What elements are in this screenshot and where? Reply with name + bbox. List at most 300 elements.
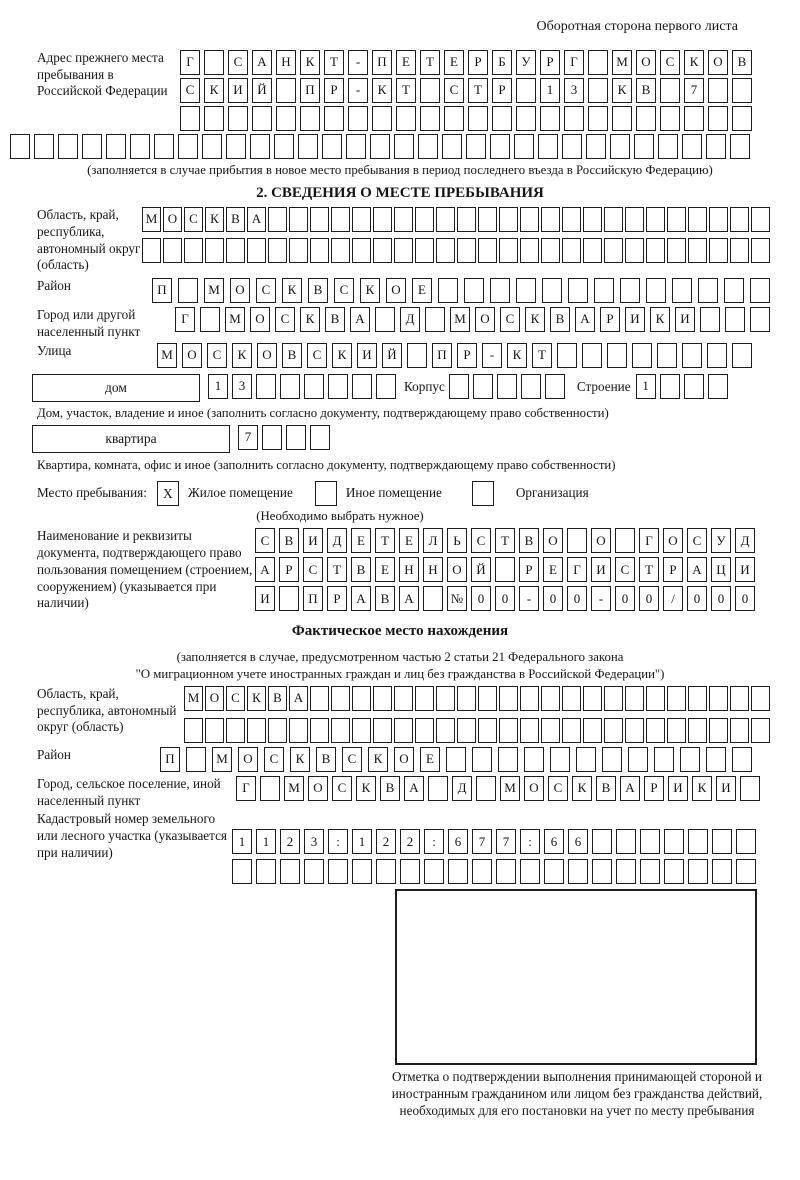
char-cell[interactable] (541, 686, 560, 711)
char-cell[interactable]: О (663, 528, 683, 553)
char-cell[interactable] (602, 747, 622, 772)
char-cell[interactable]: Т (396, 78, 416, 103)
char-cell[interactable]: Г (175, 307, 195, 332)
char-cell[interactable] (180, 106, 200, 131)
char-cell[interactable]: К (684, 50, 704, 75)
char-cell[interactable] (252, 106, 272, 131)
char-cell[interactable]: О (447, 557, 467, 582)
char-cell[interactable]: Е (543, 557, 563, 582)
char-cell[interactable]: И (255, 586, 275, 611)
char-cell[interactable]: 7 (496, 829, 516, 854)
char-cell[interactable] (310, 207, 329, 232)
char-cell[interactable]: В (519, 528, 539, 553)
char-cell[interactable]: С (275, 307, 295, 332)
char-cell[interactable] (700, 307, 720, 332)
char-cell[interactable]: М (612, 50, 632, 75)
char-cell[interactable]: С (548, 776, 568, 801)
char-cell[interactable]: 0 (495, 586, 515, 611)
char-cell[interactable] (709, 238, 728, 263)
char-cell[interactable] (646, 278, 666, 303)
char-cell[interactable] (376, 374, 396, 399)
char-cell[interactable] (328, 859, 348, 884)
char-cell[interactable]: 1 (636, 374, 656, 399)
char-cell[interactable]: П (432, 343, 452, 368)
char-cell[interactable]: И (675, 307, 695, 332)
char-cell[interactable] (415, 718, 434, 743)
char-cell[interactable]: В (268, 686, 287, 711)
char-cell[interactable] (730, 238, 749, 263)
char-cell[interactable]: К (356, 776, 376, 801)
char-cell[interactable] (588, 50, 608, 75)
char-cell[interactable]: 0 (615, 586, 635, 611)
char-cell[interactable]: / (663, 586, 683, 611)
char-cell[interactable]: О (257, 343, 277, 368)
char-cell[interactable]: Д (400, 307, 420, 332)
char-cell[interactable] (646, 686, 665, 711)
char-cell[interactable]: И (716, 776, 736, 801)
char-cell[interactable] (516, 78, 536, 103)
char-cell[interactable] (688, 238, 707, 263)
char-cell[interactable] (751, 207, 770, 232)
char-cell[interactable] (732, 747, 752, 772)
char-cell[interactable] (373, 686, 392, 711)
char-cell[interactable] (446, 747, 466, 772)
char-cell[interactable] (538, 134, 558, 159)
char-cell[interactable]: С (184, 207, 203, 232)
char-cell[interactable]: В (380, 776, 400, 801)
char-cell[interactable]: Г (180, 50, 200, 75)
char-cell[interactable] (490, 278, 510, 303)
char-cell[interactable]: М (184, 686, 203, 711)
char-cell[interactable] (615, 528, 635, 553)
char-cell[interactable] (247, 718, 266, 743)
char-cell[interactable] (664, 829, 684, 854)
char-cell[interactable]: Р (327, 586, 347, 611)
char-cell[interactable]: Л (423, 528, 443, 553)
char-cell[interactable] (436, 686, 455, 711)
char-cell[interactable]: Р (644, 776, 664, 801)
char-cell[interactable] (498, 747, 518, 772)
char-cell[interactable]: С (264, 747, 284, 772)
char-cell[interactable]: О (182, 343, 202, 368)
char-cell[interactable]: В (351, 557, 371, 582)
char-cell[interactable] (328, 374, 348, 399)
char-cell[interactable]: С (660, 50, 680, 75)
char-cell[interactable] (394, 207, 413, 232)
char-cell[interactable] (592, 829, 612, 854)
char-cell[interactable] (541, 238, 560, 263)
char-cell[interactable]: Й (252, 78, 272, 103)
char-cell[interactable] (425, 307, 445, 332)
char-cell[interactable]: А (350, 307, 370, 332)
char-cell[interactable]: С (228, 50, 248, 75)
char-cell[interactable]: О (543, 528, 563, 553)
char-cell[interactable] (709, 207, 728, 232)
char-cell[interactable] (684, 106, 704, 131)
char-cell[interactable] (610, 134, 630, 159)
char-cell[interactable] (250, 134, 270, 159)
char-cell[interactable]: К (247, 686, 266, 711)
char-cell[interactable] (310, 425, 330, 450)
char-cell[interactable] (499, 686, 518, 711)
char-cell[interactable] (730, 718, 749, 743)
char-cell[interactable] (562, 207, 581, 232)
char-cell[interactable] (541, 718, 560, 743)
char-cell[interactable] (352, 718, 371, 743)
char-cell[interactable] (732, 343, 752, 368)
char-cell[interactable] (634, 134, 654, 159)
char-cell[interactable]: А (247, 207, 266, 232)
char-cell[interactable]: 1 (232, 829, 252, 854)
char-cell[interactable]: 3 (564, 78, 584, 103)
char-cell[interactable] (226, 238, 245, 263)
char-cell[interactable] (280, 859, 300, 884)
checkbox-zhiloe[interactable]: X (157, 481, 179, 506)
char-cell[interactable] (415, 686, 434, 711)
checkbox-organizatsiya[interactable] (472, 481, 494, 506)
char-cell[interactable] (750, 278, 770, 303)
char-cell[interactable]: Ь (447, 528, 467, 553)
char-cell[interactable] (557, 343, 577, 368)
char-cell[interactable]: - (482, 343, 502, 368)
char-cell[interactable]: В (596, 776, 616, 801)
char-cell[interactable]: К (232, 343, 252, 368)
char-cell[interactable] (276, 106, 296, 131)
char-cell[interactable] (274, 134, 294, 159)
char-cell[interactable] (204, 50, 224, 75)
char-cell[interactable]: К (650, 307, 670, 332)
char-cell[interactable]: 2 (280, 829, 300, 854)
char-cell[interactable]: О (708, 50, 728, 75)
char-cell[interactable] (724, 278, 744, 303)
char-cell[interactable] (497, 374, 517, 399)
char-cell[interactable] (394, 134, 414, 159)
char-cell[interactable] (667, 686, 686, 711)
char-cell[interactable]: Т (495, 528, 515, 553)
char-cell[interactable] (520, 686, 539, 711)
char-cell[interactable]: М (142, 207, 161, 232)
char-cell[interactable]: И (591, 557, 611, 582)
char-cell[interactable] (478, 207, 497, 232)
char-cell[interactable] (588, 78, 608, 103)
char-cell[interactable] (268, 718, 287, 743)
char-cell[interactable]: Е (375, 557, 395, 582)
char-cell[interactable]: О (524, 776, 544, 801)
char-cell[interactable] (667, 238, 686, 263)
char-cell[interactable]: И (625, 307, 645, 332)
char-cell[interactable] (370, 134, 390, 159)
char-cell[interactable] (289, 207, 308, 232)
char-cell[interactable] (562, 134, 582, 159)
char-cell[interactable]: 1 (540, 78, 560, 103)
char-cell[interactable] (658, 134, 678, 159)
char-cell[interactable]: П (152, 278, 172, 303)
char-cell[interactable] (545, 374, 565, 399)
char-cell[interactable]: В (226, 207, 245, 232)
char-cell[interactable]: - (591, 586, 611, 611)
char-cell[interactable]: В (732, 50, 752, 75)
char-cell[interactable] (628, 747, 648, 772)
char-cell[interactable] (640, 829, 660, 854)
char-cell[interactable] (712, 829, 732, 854)
char-cell[interactable]: 6 (544, 829, 564, 854)
char-cell[interactable]: Р (663, 557, 683, 582)
char-cell[interactable] (524, 747, 544, 772)
char-cell[interactable] (184, 718, 203, 743)
char-cell[interactable] (200, 307, 220, 332)
char-cell[interactable]: О (636, 50, 656, 75)
char-cell[interactable] (542, 278, 562, 303)
char-cell[interactable] (564, 106, 584, 131)
char-cell[interactable] (423, 586, 443, 611)
char-cell[interactable] (751, 238, 770, 263)
char-cell[interactable] (646, 718, 665, 743)
char-cell[interactable] (204, 106, 224, 131)
char-cell[interactable]: С (226, 686, 245, 711)
char-cell[interactable]: : (328, 829, 348, 854)
char-cell[interactable] (712, 859, 732, 884)
char-cell[interactable] (604, 718, 623, 743)
char-cell[interactable] (688, 859, 708, 884)
char-cell[interactable] (466, 134, 486, 159)
char-cell[interactable] (708, 78, 728, 103)
char-cell[interactable] (478, 238, 497, 263)
char-cell[interactable] (660, 78, 680, 103)
char-cell[interactable] (348, 106, 368, 131)
char-cell[interactable] (438, 278, 458, 303)
char-cell[interactable]: А (255, 557, 275, 582)
char-cell[interactable] (688, 829, 708, 854)
char-cell[interactable]: К (290, 747, 310, 772)
char-cell[interactable]: 0 (735, 586, 755, 611)
char-cell[interactable]: В (636, 78, 656, 103)
char-cell[interactable] (304, 374, 324, 399)
char-cell[interactable] (444, 106, 464, 131)
char-cell[interactable] (708, 374, 728, 399)
char-cell[interactable] (310, 238, 329, 263)
char-cell[interactable]: Й (382, 343, 402, 368)
char-cell[interactable]: С (444, 78, 464, 103)
char-cell[interactable]: 2 (376, 829, 396, 854)
char-cell[interactable]: О (250, 307, 270, 332)
char-cell[interactable] (205, 718, 224, 743)
char-cell[interactable] (310, 686, 329, 711)
char-cell[interactable] (625, 207, 644, 232)
char-cell[interactable] (750, 307, 770, 332)
char-cell[interactable] (376, 859, 396, 884)
char-cell[interactable] (457, 207, 476, 232)
char-cell[interactable] (226, 718, 245, 743)
char-cell[interactable] (476, 776, 496, 801)
char-cell[interactable] (540, 106, 560, 131)
char-cell[interactable] (457, 238, 476, 263)
char-cell[interactable]: С (342, 747, 362, 772)
char-cell[interactable] (682, 134, 702, 159)
char-cell[interactable] (163, 238, 182, 263)
char-cell[interactable] (688, 207, 707, 232)
char-cell[interactable]: П (300, 78, 320, 103)
char-cell[interactable]: С (255, 528, 275, 553)
char-cell[interactable] (420, 78, 440, 103)
char-cell[interactable]: Д (452, 776, 472, 801)
char-cell[interactable]: П (160, 747, 180, 772)
char-cell[interactable]: К (368, 747, 388, 772)
char-cell[interactable] (706, 134, 726, 159)
char-cell[interactable] (394, 686, 413, 711)
char-cell[interactable] (322, 134, 342, 159)
char-cell[interactable]: Р (492, 78, 512, 103)
char-cell[interactable] (625, 238, 644, 263)
char-cell[interactable] (594, 278, 614, 303)
char-cell[interactable]: К (204, 78, 224, 103)
char-cell[interactable] (442, 134, 462, 159)
char-cell[interactable] (520, 718, 539, 743)
char-cell[interactable]: О (386, 278, 406, 303)
char-cell[interactable] (331, 207, 350, 232)
char-cell[interactable]: С (615, 557, 635, 582)
char-cell[interactable] (178, 278, 198, 303)
char-cell[interactable] (478, 686, 497, 711)
checkbox-inoe[interactable] (315, 481, 337, 506)
char-cell[interactable] (130, 134, 150, 159)
char-cell[interactable]: М (500, 776, 520, 801)
char-cell[interactable] (732, 106, 752, 131)
char-cell[interactable]: - (348, 78, 368, 103)
char-cell[interactable] (394, 718, 413, 743)
char-cell[interactable]: О (394, 747, 414, 772)
char-cell[interactable]: О (591, 528, 611, 553)
char-cell[interactable]: А (399, 586, 419, 611)
char-cell[interactable] (428, 776, 448, 801)
char-cell[interactable] (625, 718, 644, 743)
char-cell[interactable]: С (307, 343, 327, 368)
char-cell[interactable] (186, 747, 206, 772)
char-cell[interactable]: Б (492, 50, 512, 75)
char-cell[interactable] (521, 374, 541, 399)
char-cell[interactable] (478, 718, 497, 743)
char-cell[interactable] (331, 718, 350, 743)
char-cell[interactable]: 6 (448, 829, 468, 854)
char-cell[interactable]: 2 (400, 829, 420, 854)
char-cell[interactable] (516, 278, 536, 303)
char-cell[interactable]: В (279, 528, 299, 553)
char-cell[interactable] (520, 238, 539, 263)
char-cell[interactable]: П (303, 586, 323, 611)
char-cell[interactable]: И (668, 776, 688, 801)
char-cell[interactable]: В (325, 307, 345, 332)
char-cell[interactable] (730, 207, 749, 232)
char-cell[interactable]: - (348, 50, 368, 75)
char-cell[interactable]: С (207, 343, 227, 368)
char-cell[interactable] (514, 134, 534, 159)
char-cell[interactable] (541, 207, 560, 232)
char-cell[interactable]: Т (375, 528, 395, 553)
char-cell[interactable]: К (507, 343, 527, 368)
char-cell[interactable] (415, 207, 434, 232)
char-cell[interactable]: Г (564, 50, 584, 75)
char-cell[interactable] (394, 238, 413, 263)
char-cell[interactable] (583, 718, 602, 743)
char-cell[interactable] (352, 686, 371, 711)
char-cell[interactable]: 1 (352, 829, 372, 854)
char-cell[interactable] (660, 374, 680, 399)
char-cell[interactable]: В (316, 747, 336, 772)
char-cell[interactable] (708, 106, 728, 131)
char-cell[interactable]: К (372, 78, 392, 103)
char-cell[interactable]: И (303, 528, 323, 553)
char-cell[interactable] (228, 106, 248, 131)
char-cell[interactable]: Е (444, 50, 464, 75)
char-cell[interactable] (298, 134, 318, 159)
char-cell[interactable]: К (525, 307, 545, 332)
char-cell[interactable]: С (332, 776, 352, 801)
char-cell[interactable] (646, 238, 665, 263)
char-cell[interactable] (205, 238, 224, 263)
char-cell[interactable] (562, 718, 581, 743)
char-cell[interactable] (449, 374, 469, 399)
char-cell[interactable] (346, 134, 366, 159)
char-cell[interactable] (436, 718, 455, 743)
char-cell[interactable]: О (205, 686, 224, 711)
char-cell[interactable] (604, 686, 623, 711)
char-cell[interactable] (544, 859, 564, 884)
char-cell[interactable] (688, 686, 707, 711)
char-cell[interactable] (568, 278, 588, 303)
char-cell[interactable]: В (308, 278, 328, 303)
char-cell[interactable] (280, 374, 300, 399)
char-cell[interactable] (260, 776, 280, 801)
char-cell[interactable] (256, 859, 276, 884)
char-cell[interactable]: 0 (471, 586, 491, 611)
char-cell[interactable] (310, 718, 329, 743)
char-cell[interactable] (178, 134, 198, 159)
char-cell[interactable]: 7 (472, 829, 492, 854)
char-cell[interactable] (667, 718, 686, 743)
char-cell[interactable] (736, 829, 756, 854)
char-cell[interactable] (352, 207, 371, 232)
char-cell[interactable]: Р (519, 557, 539, 582)
char-cell[interactable] (436, 207, 455, 232)
char-cell[interactable] (616, 859, 636, 884)
char-cell[interactable] (375, 307, 395, 332)
char-cell[interactable] (407, 343, 427, 368)
char-cell[interactable]: 0 (543, 586, 563, 611)
char-cell[interactable] (625, 686, 644, 711)
char-cell[interactable]: Г (236, 776, 256, 801)
char-cell[interactable] (106, 134, 126, 159)
char-cell[interactable] (604, 238, 623, 263)
char-cell[interactable] (725, 307, 745, 332)
char-cell[interactable]: У (711, 528, 731, 553)
char-cell[interactable]: С (471, 528, 491, 553)
char-cell[interactable] (582, 343, 602, 368)
char-cell[interactable]: А (289, 686, 308, 711)
char-cell[interactable]: О (238, 747, 258, 772)
char-cell[interactable] (436, 238, 455, 263)
char-cell[interactable]: И (228, 78, 248, 103)
char-cell[interactable]: О (475, 307, 495, 332)
char-cell[interactable] (300, 106, 320, 131)
char-cell[interactable] (420, 106, 440, 131)
char-cell[interactable] (415, 238, 434, 263)
char-cell[interactable]: С (687, 528, 707, 553)
char-cell[interactable] (232, 859, 252, 884)
char-cell[interactable] (636, 106, 656, 131)
char-cell[interactable]: Р (324, 78, 344, 103)
char-cell[interactable]: Е (399, 528, 419, 553)
char-cell[interactable] (586, 134, 606, 159)
char-cell[interactable] (464, 278, 484, 303)
